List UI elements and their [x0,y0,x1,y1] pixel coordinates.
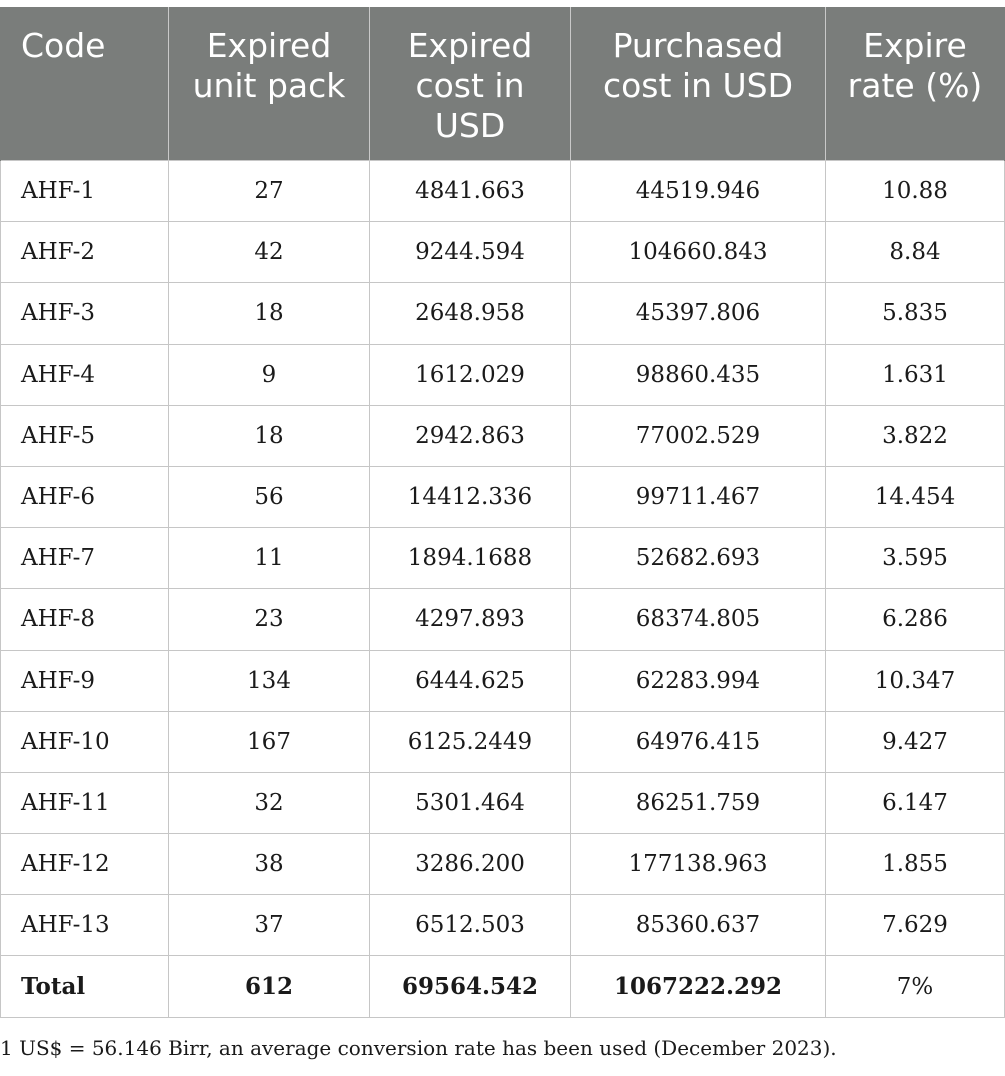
cell-expired-cost: 5301.464 [370,772,571,833]
cell-total-expire-rate: 7% [826,956,1005,1017]
cell-purchased-cost: 52682.693 [571,528,826,589]
cell-purchased-cost: 64976.415 [571,711,826,772]
cell-expired-unit-pack: 56 [169,466,370,527]
cell-expired-cost: 9244.594 [370,222,571,283]
header-line: Expired [407,26,533,65]
cell-total-purchased-cost: 1067222.292 [571,956,826,1017]
header-code-line: Code [21,26,106,65]
header-line: Expire [863,26,967,65]
cell-expired-unit-pack: 37 [169,895,370,956]
cell-purchased-cost: 177138.963 [571,834,826,895]
cell-expired-unit-pack: 42 [169,222,370,283]
table-row [1,283,1005,344]
table-body [1,161,1005,1018]
cell-total-expired-unit-pack: 612 [169,956,370,1017]
cell-purchased-cost: 62283.994 [571,650,826,711]
header-line: cost in [415,66,525,105]
cell-total-expired-cost: 69564.542 [370,956,571,1017]
table-row [1,528,1005,589]
table-header [1,8,1005,161]
cell-expire-rate: 7.629 [826,895,1005,956]
cell-expired-cost: 6512.503 [370,895,571,956]
cell-expire-rate: 3.822 [826,405,1005,466]
header-purchased-cost [571,8,826,161]
cell-expire-rate: 3.595 [826,528,1005,589]
cell-total-label: Total [1,956,169,1017]
cell-code: AHF-7 [1,528,169,589]
cell-expired-cost: 14412.336 [370,466,571,527]
cell-expired-unit-pack: 18 [169,405,370,466]
cell-purchased-cost: 45397.806 [571,283,826,344]
header-line: USD [434,106,506,145]
cell-expired-unit-pack: 11 [169,528,370,589]
cell-expire-rate: 5.835 [826,283,1005,344]
cell-purchased-cost: 85360.637 [571,895,826,956]
cell-expired-cost: 2648.958 [370,283,571,344]
cell-expired-unit-pack: 32 [169,772,370,833]
cell-purchased-cost: 86251.759 [571,772,826,833]
cell-expire-rate: 9.427 [826,711,1005,772]
table-row [1,222,1005,283]
cell-purchased-cost: 77002.529 [571,405,826,466]
cell-expire-rate: 1.855 [826,834,1005,895]
table-row [1,650,1005,711]
table-row [1,834,1005,895]
cell-expired-cost: 6444.625 [370,650,571,711]
cell-expire-rate: 6.147 [826,772,1005,833]
cell-expire-rate: 6.286 [826,589,1005,650]
total-row [1,956,1005,1017]
header-line: Expired [206,26,332,65]
cell-purchased-cost: 68374.805 [571,589,826,650]
cell-expire-rate: 8.84 [826,222,1005,283]
cell-expire-rate: 1.631 [826,344,1005,405]
header-line: rate (%) [847,66,983,105]
cell-expire-rate: 10.88 [826,161,1005,222]
cell-code: AHF-5 [1,405,169,466]
cell-code: AHF-2 [1,222,169,283]
header-line: Purchased [612,26,784,65]
table-footnote: 1 US$ = 56.146 Birr, an average conversion rate has been used (December 2023). [0,1036,837,1060]
header-expired-unit-pack [169,8,370,161]
cell-code: AHF-10 [1,711,169,772]
cell-expired-cost: 4297.893 [370,589,571,650]
cell-purchased-cost: 99711.467 [571,466,826,527]
cell-purchased-cost: 44519.946 [571,161,826,222]
cell-purchased-cost: 104660.843 [571,222,826,283]
cell-expire-rate: 14.454 [826,466,1005,527]
cell-code: AHF-6 [1,466,169,527]
cell-purchased-cost: 98860.435 [571,344,826,405]
cell-expired-unit-pack: 9 [169,344,370,405]
cell-expire-rate: 10.347 [826,650,1005,711]
table-row [1,466,1005,527]
header-line: cost in USD [602,66,794,105]
cell-code: AHF-11 [1,772,169,833]
cell-expired-unit-pack: 27 [169,161,370,222]
cell-expired-unit-pack: 38 [169,834,370,895]
header-code [1,8,169,161]
table-row [1,405,1005,466]
header-row [1,8,1005,161]
header-expire-rate [826,8,1005,161]
table-row [1,161,1005,222]
cell-expired-cost: 4841.663 [370,161,571,222]
cell-expired-cost: 3286.200 [370,834,571,895]
cell-expired-cost: 2942.863 [370,405,571,466]
table-row [1,711,1005,772]
cell-expired-unit-pack: 23 [169,589,370,650]
header-line: unit pack [192,66,346,105]
cell-expired-cost: 1612.029 [370,344,571,405]
table-row [1,895,1005,956]
cell-expired-unit-pack: 18 [169,283,370,344]
cell-expired-unit-pack: 134 [169,650,370,711]
cell-code: AHF-8 [1,589,169,650]
cell-code: AHF-9 [1,650,169,711]
cell-code: AHF-3 [1,283,169,344]
table-row [1,344,1005,405]
cell-expired-cost: 1894.1688 [370,528,571,589]
cell-expired-unit-pack: 167 [169,711,370,772]
cell-code: AHF-13 [1,895,169,956]
cell-code: AHF-1 [1,161,169,222]
header-expired-cost [370,8,571,161]
cell-code: AHF-12 [1,834,169,895]
table-row [1,589,1005,650]
cell-code: AHF-4 [1,344,169,405]
table-row [1,772,1005,833]
data-table [0,7,1005,1018]
cell-expired-cost: 6125.2449 [370,711,571,772]
